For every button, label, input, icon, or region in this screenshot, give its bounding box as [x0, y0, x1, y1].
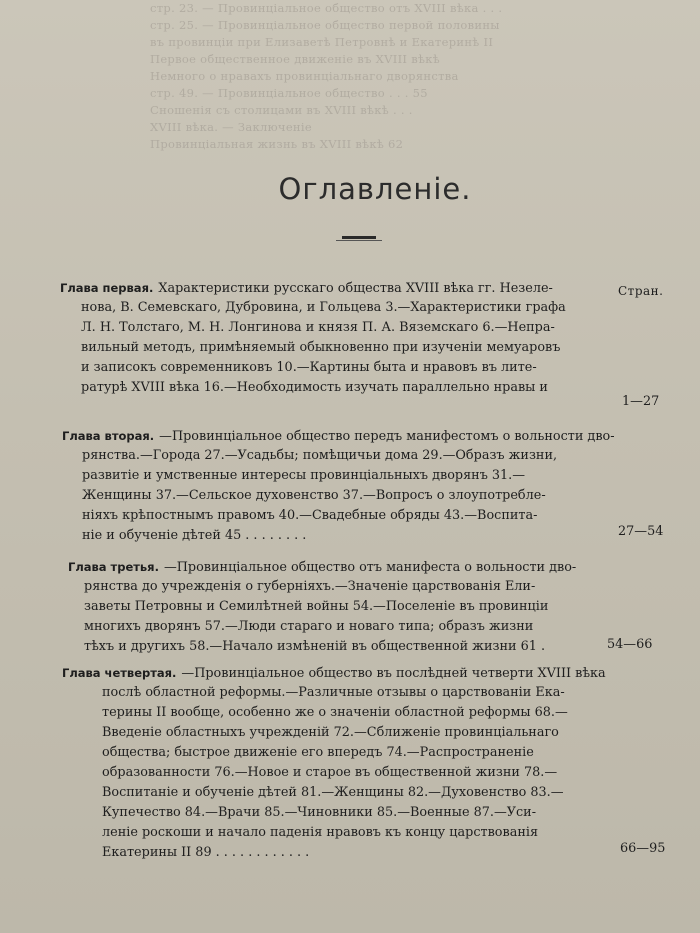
- toc-line: Купечество 84.—Врачи 85.—Чиновники 85.—Военные 87.—Уси-: [102, 805, 537, 820]
- toc-line: [62, 426, 672, 446]
- toc-text: —Провинціальное общество въ послѣдней четверти XVIII вѣка: [181, 666, 606, 681]
- faded-line: Немного о нравахъ провинціальнаго дворянства: [150, 69, 459, 83]
- toc-line: заветы Петровны и Семилѣтней войны 54.—Поселеніе въ провинціи: [84, 599, 549, 614]
- page-range: 54—66: [607, 637, 653, 652]
- chapter-label: Глава третья.: [68, 560, 159, 574]
- toc-line: послѣ областной реформы.—Различные отзывы о царствованіи Ека-: [102, 685, 565, 700]
- toc-line: [62, 663, 672, 683]
- chapter-label: Глава четвертая.: [62, 666, 177, 680]
- toc-text: —Провинціальное общество отъ манифеста о вольности дво-: [163, 560, 577, 575]
- faded-previous-page-text: [150, 0, 690, 153]
- toc-line: [60, 278, 670, 298]
- toc-entry-chapter-3[interactable]: [68, 557, 678, 657]
- toc-line: рянства до учрежденія о губерніяхъ.—Значеніе царствованія Ели-: [84, 579, 536, 594]
- toc-text: —Провинціальное общество передъ манифестомъ о вольности дво-: [159, 429, 615, 444]
- toc-line: многихъ дворянъ 57.—Люди стараго и новаго типа; образъ жизни: [84, 619, 534, 634]
- toc-line: терины II вообще, особенно же о значеніи областной реформы 68.—: [102, 705, 568, 720]
- toc-line: общества; быстрое движеніе его впередъ 74.—Распространеніе: [102, 745, 534, 760]
- toc-line: тѣхъ и другихъ 58.—Начало измѣненій въ общественной жизни 61 .: [84, 639, 546, 654]
- toc-line: леніе роскоши и начало паденія нравовъ къ концу царствованія: [102, 825, 539, 840]
- toc-line: нова, В. Семевскаго, Дубровина, и Гольцева 3.—Характеристики графа: [81, 300, 566, 315]
- chapter-label: Глава вторая.: [62, 429, 155, 443]
- faded-line: въ провинціи при Елизаветѣ Петровнѣ и Екатеринѣ II: [150, 35, 494, 49]
- page-range: 27—54: [618, 524, 664, 539]
- toc-text: Характеристики русскаго общества XVIII вѣка гг. Незеле-: [158, 281, 553, 296]
- faded-line: стр. 23. — Провинціальное общество отъ XVIII вѣка . . .: [150, 1, 503, 15]
- toc-line: развитіе и умственные интересы провинціальныхъ дворянъ 31.—: [82, 468, 526, 483]
- faded-line: стр. 49. — Провинціальное общество . . . 55: [150, 86, 428, 100]
- title-divider-thin: [336, 240, 382, 241]
- faded-line: Провинціальная жизнь въ XVIII вѣкѣ 62: [150, 137, 404, 151]
- title-divider: [342, 236, 376, 239]
- toc-line: Воспитаніе и обученіе дѣтей 81.—Женщины 82.—Духовенство 83.—: [102, 785, 564, 800]
- toc-entry-chapter-2[interactable]: [62, 426, 672, 546]
- page-range: 66—95: [620, 841, 666, 856]
- faded-line: XVIII вѣка. — Заключеніе: [150, 120, 312, 134]
- toc-line: образованности 76.—Новое и старое въ общественной жизни 78.—: [102, 765, 558, 780]
- toc-line: рянства.—Города 27.—Усадьбы; помѣщичьи дома 29.—Образъ жизни,: [82, 448, 558, 463]
- toc-line: [68, 557, 678, 577]
- toc-line: Л. Н. Толстаго, М. Н. Лонгинова и князя П. А. Вяземскаго 6.—Непра-: [81, 320, 555, 335]
- page-range: 1—27: [622, 394, 660, 409]
- toc-entry-chapter-1[interactable]: [60, 278, 670, 398]
- faded-line: Первое общественное движеніе въ XVIII вѣкѣ: [150, 52, 440, 66]
- faded-line: стр. 25. — Провинціальное общество первой половины: [150, 18, 500, 32]
- toc-entry-chapter-4[interactable]: [62, 663, 672, 863]
- toc-line: Екатерины II 89 . . . . . . . . . . . .: [102, 845, 310, 860]
- toc-line: Женщины 37.—Сельское духовенство 37.—Вопросъ о злоупотребле-: [82, 488, 546, 503]
- faded-line: Сношенія съ столицами въ XVIII вѣкѣ . . .: [150, 103, 413, 117]
- chapter-label: Глава первая.: [60, 281, 154, 295]
- page-column-header: Стран.: [618, 284, 664, 298]
- toc-line: ніяхъ крѣпостнымъ правомъ 40.—Свадебные обряды 43.—Воспита-: [82, 508, 538, 523]
- toc-line: вильный методъ, примѣняемый обыкновенно при изученіи мемуаровъ: [81, 340, 561, 355]
- toc-line: ратурѣ XVIII вѣка 16.—Необходимость изучать параллельно нравы и: [81, 380, 548, 395]
- toc-line: Введеніе областныхъ учрежденій 72.—Сближеніе провинціальнаго: [102, 725, 559, 740]
- page-title: Оглавленіе.: [278, 172, 472, 206]
- toc-line: и записокъ современниковъ 10.—Картины быта и нравовъ въ лите-: [81, 360, 537, 375]
- toc-line: ніе и обученіе дѣтей 45 . . . . . . . .: [82, 528, 307, 543]
